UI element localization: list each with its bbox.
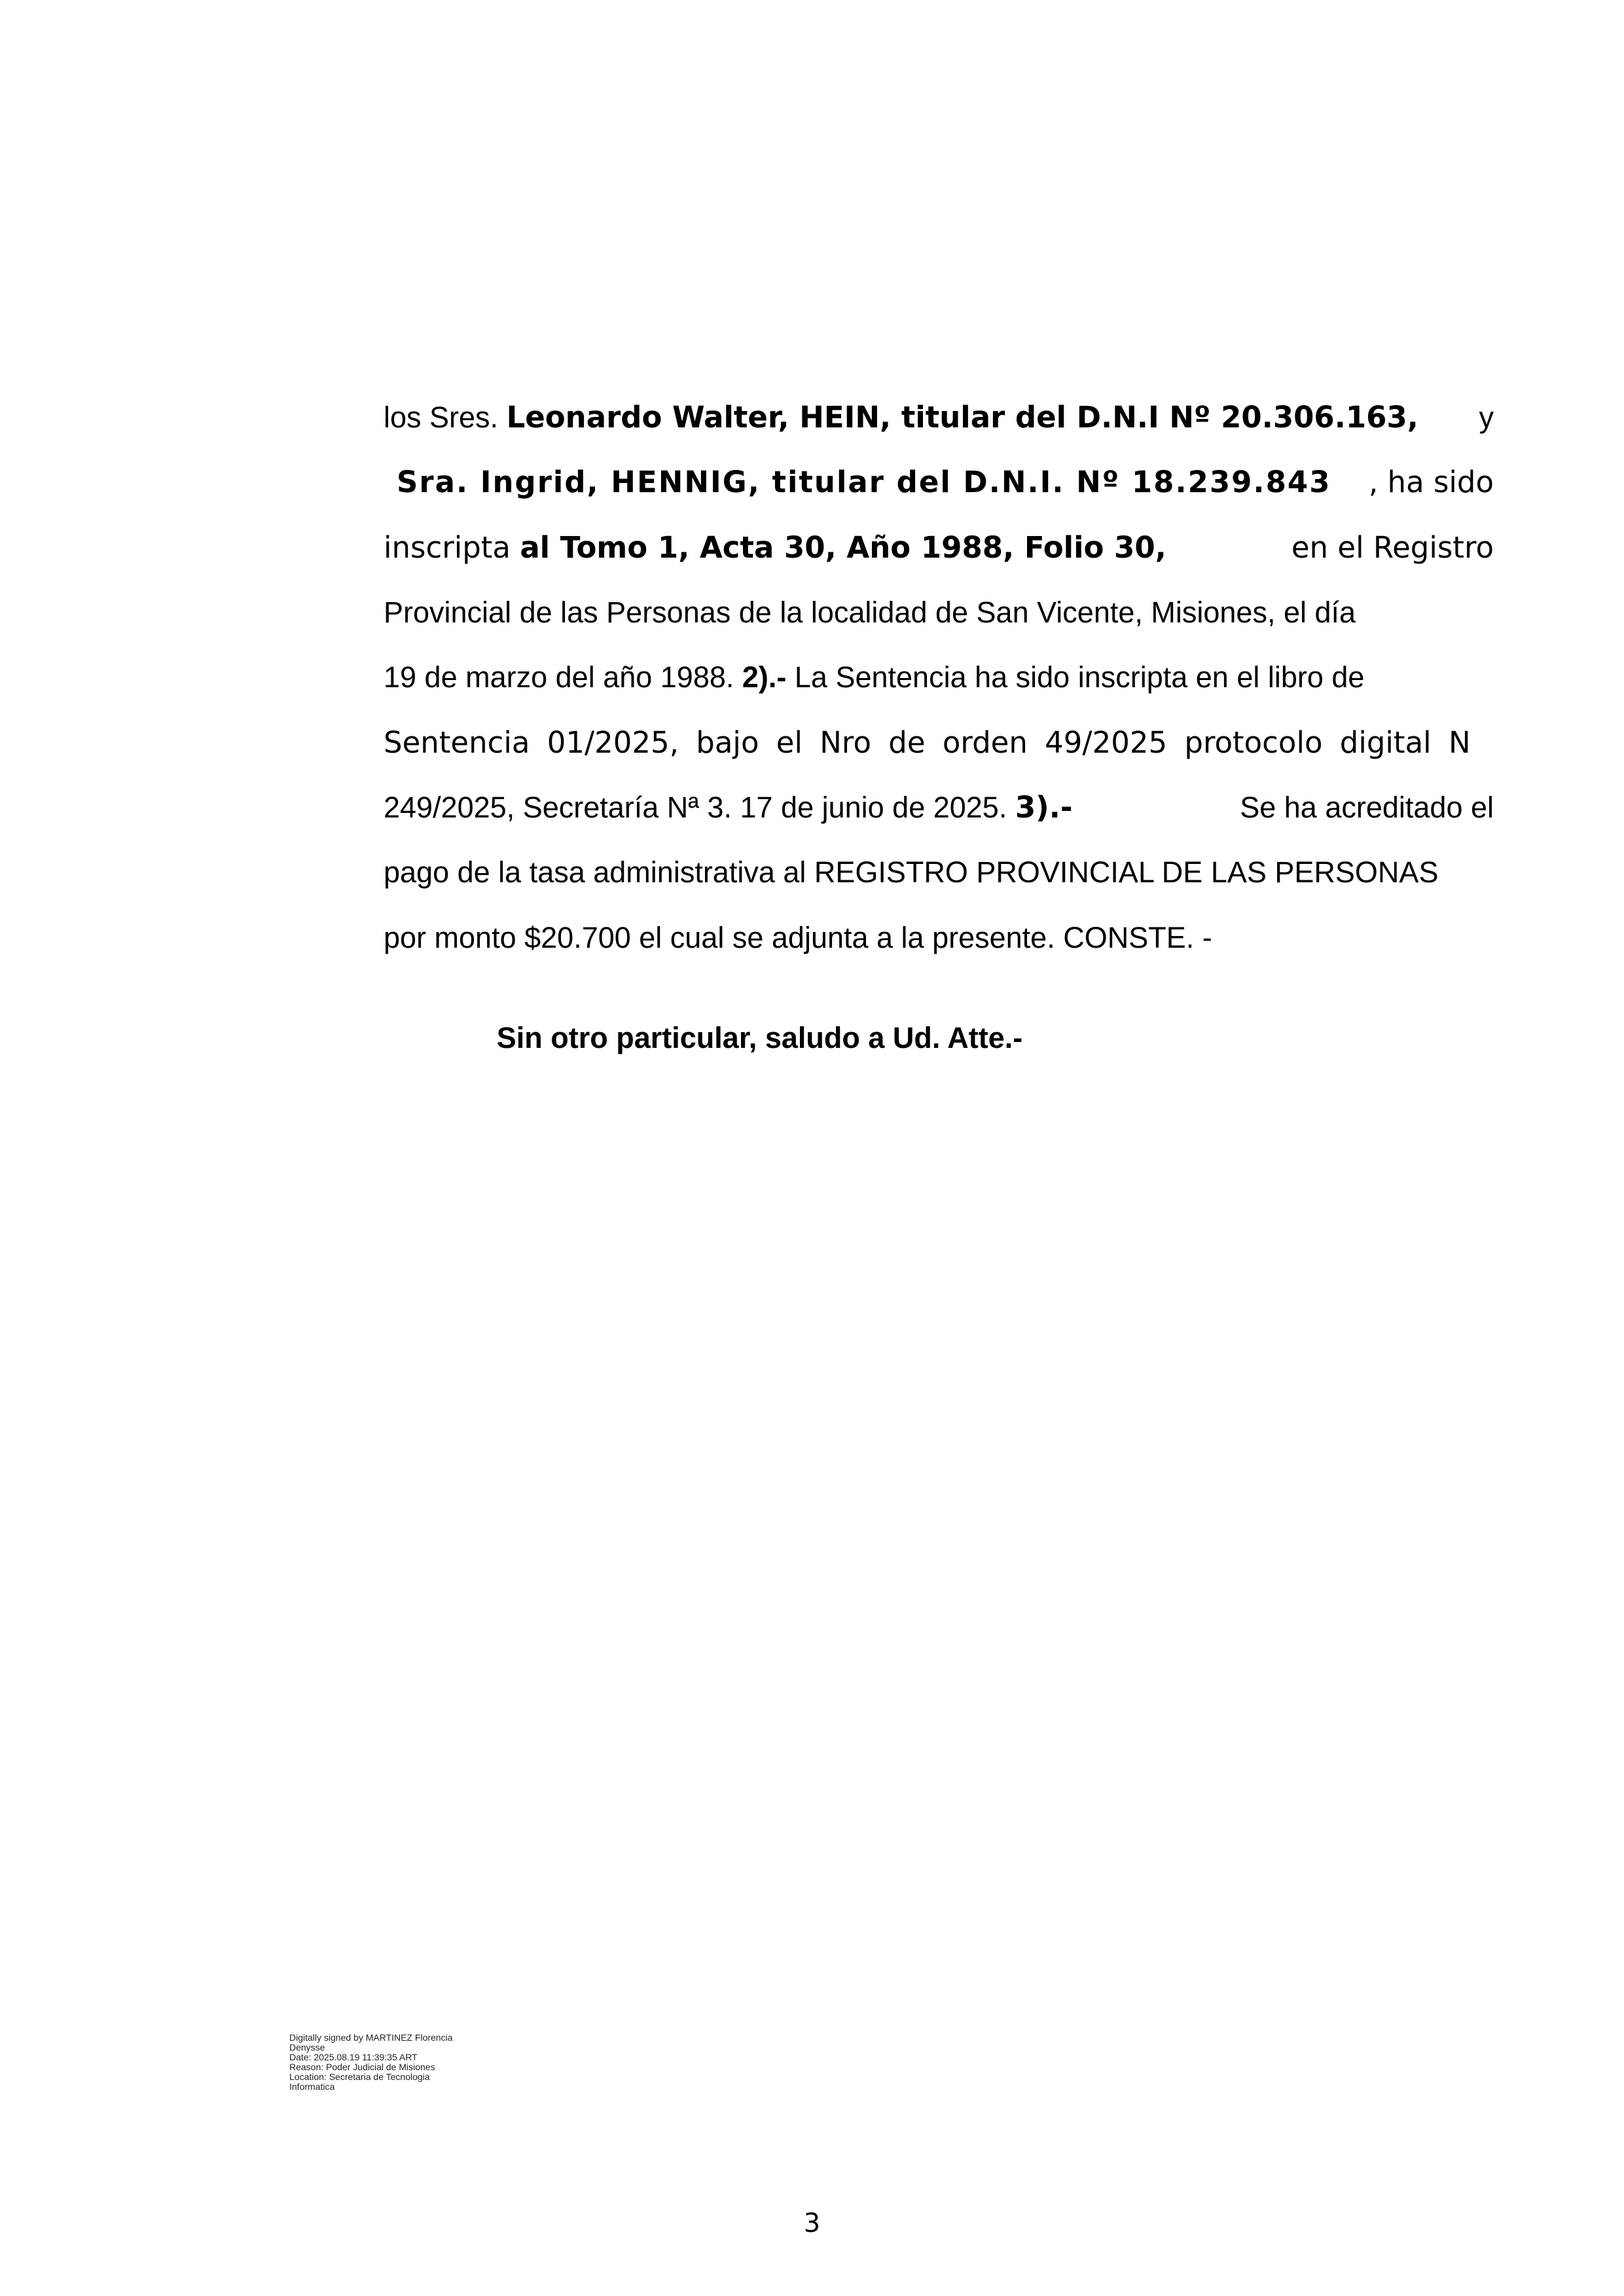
body-line-7 [384,789,1494,827]
signature-reason: Reason: Poder Judicial de Misiones [289,2062,435,2072]
closing-salutation: Sin otro particular, saludo a Ud. Atte.- [496,1021,1023,1054]
body-line-4 [384,594,1494,632]
text-segment: y [1470,401,1494,434]
body-line-8 [384,853,1494,891]
body-line-2 [397,463,1494,501]
party-1-name: Leonardo Walter, HEIN, titular del D.N.I Nº 20.306.163, [506,400,1418,435]
signature-line: Informatica [289,2081,335,2092]
text-segment: , ha sido [1368,465,1494,499]
item-number: 3).- [1015,790,1073,825]
registry-reference: al Tomo 1, Acta 30, Año 1988, Folio 30, [520,530,1166,565]
text-segment: pago de la tasa administrativa al REGISTRO PROVINCIAL DE LAS PERSONAS [384,855,1439,889]
text-segment: 249/2025, Secretaría Nª 3. 17 de junio de 2025. [384,791,1015,824]
text-segment: inscripta [384,530,520,565]
text-segment: La Sentencia ha sido inscripta en el libro de [786,660,1365,694]
body-line-1 [384,399,1494,437]
signature-line: Denysse [289,2042,325,2053]
body-line-5 [384,658,1494,696]
text-segment: por monto $20.700 el cual se adjunta a la presente. CONSTE. - [384,921,1212,954]
body-line-6 [384,724,1494,762]
digital-signature-stamp [289,2033,453,2092]
signature-location: Location: Secretaria de Tecnologia [289,2072,430,2082]
text-segment: Provincial de las Personas de la localidad de San Vicente, Misiones, el día [384,596,1356,629]
text-segment: en el Registro [1282,530,1494,565]
signature-date: Date: 2025.08.19 11:39:35 ART [289,2052,418,2062]
body-line-3 [384,529,1494,567]
text-segment: los Sres. [384,401,507,434]
body-line-9 [384,919,1494,957]
item-number: 2).- [742,660,787,694]
text-segment: Se ha acreditado el [1231,791,1494,824]
text-segment: 19 de marzo del año 1988. [384,660,742,694]
party-2-name: Sra. Ingrid, HENNIG, titular del D.N.I. Nº 18.239.843 [397,465,1331,499]
page-number: 3 [803,2208,821,2238]
text-segment: Sentencia 01/2025, bajo el Nro de orden 49/2025 protocolo digital N [384,725,1471,760]
signature-line: Digitally signed by MARTINEZ Florencia [289,2032,453,2043]
